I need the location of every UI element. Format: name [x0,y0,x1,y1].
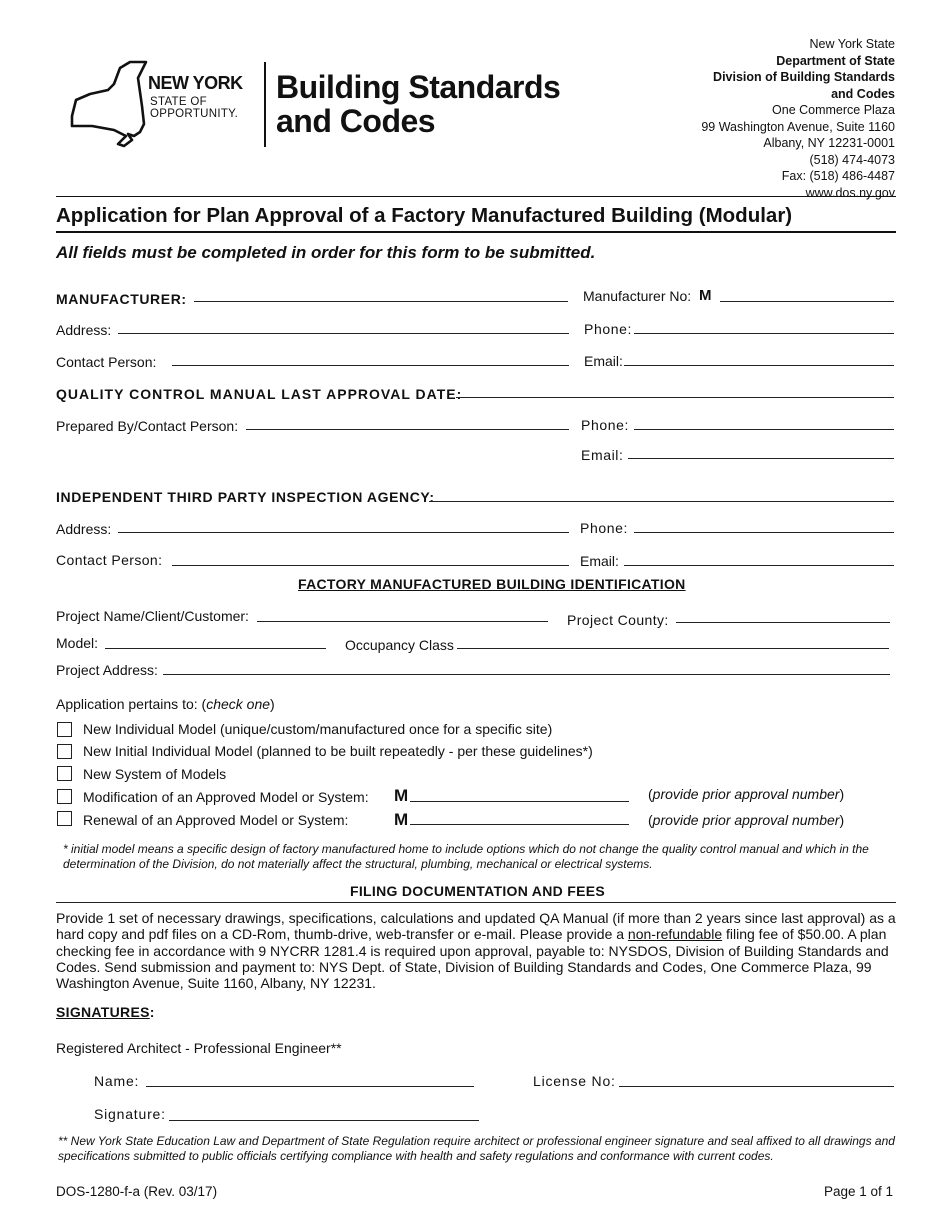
agency-contact-label: Contact Person: [56,552,163,568]
inspection-agency-field[interactable] [429,501,894,502]
qc-phone-field[interactable] [634,429,894,430]
license-field[interactable] [619,1086,894,1087]
manufacturer-contact-field[interactable] [172,365,569,366]
qc-approval-date-label: QUALITY CONTROL MANUAL LAST APPROVAL DATE: [56,386,463,402]
agency-phone: (518) 474-4073 [809,152,895,167]
agency-address1: One Commerce Plaza [772,103,895,117]
agency-email-field[interactable] [624,565,894,566]
modification-prior-open: ( [648,786,653,802]
agency-department: Department of State [776,53,895,68]
manufacturer-no-prefix: M [699,287,712,304]
identification-heading: FACTORY MANUFACTURED BUILDING IDENTIFICATION [298,576,686,592]
application-prompt [56,696,275,712]
agency-address-block [701,36,895,201]
qc-prepared-label: Prepared By/Contact Person: [56,418,239,434]
page-number: Page 1 of 1 [823,1184,893,1199]
agency-phone-field[interactable] [634,532,894,533]
logo-state-name: NEW YORK [148,73,243,93]
ny-state-outline-icon [68,60,148,150]
renewal-m-prefix: M [394,810,409,829]
project-county-field[interactable] [676,622,890,623]
option-new-individual-label: New Individual Model (unique/custom/manufactured once for a specific site) [83,721,553,737]
manufacturer-field[interactable] [194,301,568,302]
license-label: License No: [533,1073,616,1089]
agency-email-label: Email: [580,553,619,569]
filing-para-nonrefundable: non-refundable [627,926,723,943]
form-title: Application for Plan Approval of a Factory Manufactured Building (Modular) [56,204,793,227]
manufacturer-contact-label: Contact Person: [56,354,157,370]
logo-division-line1: Building Standards [276,69,561,105]
model-label: Model: [56,635,99,651]
filing-rule [56,902,896,903]
renewal-prior-open: ( [648,812,653,828]
project-name-label: Project Name/Client/Customer: [56,608,249,624]
signature-field[interactable] [169,1120,479,1121]
manufacturer-phone-field[interactable] [634,333,894,334]
agency-city: Albany, NY 12231-0001 [763,136,895,150]
logo-divider [264,62,266,147]
manufacturer-email-label: Email: [584,353,623,369]
modification-prior-close: ) [839,786,845,802]
agency-state: New York State [809,37,895,51]
application-prompt-prefix: Application pertains to: ( [56,696,207,712]
project-county-label: Project County: [567,612,669,628]
project-address-field[interactable] [163,674,890,675]
option-modification-label: Modification of an Approved Model or System: [83,789,369,805]
filing-heading: FILING DOCUMENTATION AND FEES [350,883,605,899]
signature-footnote: ** New York State Education Law and Department of State Regulation require architect or professional engineer signature and seal affixed to all drawings and specifications submitted to public officials certifying compliance with health and safety regulations and conformance with current codes. [58,1134,895,1163]
qc-email-field[interactable] [628,458,894,459]
option-renewal-checkbox[interactable] [57,811,72,826]
project-name-field[interactable] [257,621,548,622]
option-new-initial-label: New Initial Individual Model (planned to be built repeatedly - per these guidelines*) [83,743,593,759]
signatures-heading-text: SIGNATURES [56,1004,150,1020]
application-prompt-suffix: ) [270,696,275,712]
signatures-heading [56,1004,155,1020]
manufacturer-address-field[interactable] [118,333,569,334]
modification-approval-number-field[interactable] [410,801,629,802]
manufacturer-address-label: Address: [56,322,112,338]
form-number: DOS-1280-f-a (Rev. 03/17) [56,1184,218,1199]
agency-address2: 99 Washington Avenue, Suite 1160 [701,119,895,134]
occupancy-class-label: Occupancy Class [345,637,454,653]
option-new-individual-checkbox[interactable] [57,722,72,737]
agency-fax: Fax: (518) 486-4487 [781,169,895,183]
manufacturer-email-field[interactable] [624,365,894,366]
qc-prepared-field[interactable] [246,429,569,430]
filing-para-part1: Provide 1 set of necessary drawings, specifications, calculations and updated QA Manual (if more than 2 years since last approval) as a hard copy and pdf files on a CD-Rom, thumb-drive, web-transfer or e-mail. Please provide a [56,910,896,943]
title-bottom-rule [56,231,896,233]
filing-paragraph [56,910,896,991]
agency-division-line1: Division of Building Standards [713,70,895,84]
signature-role: Registered Architect - Professional Engineer** [56,1040,342,1056]
agency-web[interactable]: www.dos.ny.gov [805,185,895,200]
logo-division-line2: and Codes [276,103,436,139]
initial-model-footnote: * initial model means a specific design of factory manufactured home to include options which do not change the quality control manual and which in the determination of the Division, do not materially affect the structural, plumbing, mechanical or electrical systems. [63,842,869,871]
logo-tagline-1: STATE OF [150,96,207,108]
modification-m-prefix: M [394,786,409,805]
title-top-rule [56,196,896,197]
renewal-prior-close: ) [839,812,845,828]
agency-phone-label: Phone: [580,520,628,536]
renewal-approval-number-field[interactable] [410,824,629,825]
signatures-heading-colon: : [149,1004,155,1020]
manufacturer-phone-label: Phone: [584,321,632,337]
modification-prior-hint [648,786,844,802]
manufacturer-no-label: Manufacturer No: [583,288,692,304]
agency-contact-field[interactable] [172,565,569,566]
qc-phone-label: Phone: [581,417,629,433]
renewal-prior-hint [648,812,844,828]
agency-address-label: Address: [56,521,112,537]
logo-tagline-2: OPPORTUNITY. [150,108,239,120]
signature-label: Signature: [94,1106,166,1122]
application-prompt-italic: check one [206,696,271,712]
renewal-prior-italic: provide prior approval number [652,812,840,828]
option-modification-checkbox[interactable] [57,789,72,804]
occupancy-class-field[interactable] [457,648,889,649]
modification-prior-italic: provide prior approval number [652,786,840,802]
option-new-system-checkbox[interactable] [57,766,72,781]
logo-division-name [276,70,560,138]
inspection-agency-label: INDEPENDENT THIRD PARTY INSPECTION AGENCY: [56,489,435,505]
qc-email-label: Email: [581,447,624,463]
project-address-label: Project Address: [56,662,158,678]
agency-division-line2: and Codes [831,86,895,101]
form-subtitle: All fields must be completed in order for this form to be submitted. [56,243,596,262]
model-field[interactable] [105,648,326,649]
qc-approval-date-field[interactable] [456,397,894,398]
option-new-initial-checkbox[interactable] [57,744,72,759]
manufacturer-label: MANUFACTURER: [56,291,187,307]
agency-address-field[interactable] [118,532,569,533]
option-new-system-label: New System of Models [83,766,227,782]
manufacturer-no-field[interactable] [720,301,894,302]
filing-para-part2: filing fee of $50.00. A plan checking fee in accordance with 9 NYCRR 1281.4 is required upon approval, payable to: NYSDOS, Division of Building Standards and Codes. Send submission and payment to: NYS Dept. of State, Division of Building Standards and Codes, One Commerce Plaza, 99 Washington Avenue, Suite 1160, Albany, NY 12231. [56,926,889,992]
name-field[interactable] [146,1086,474,1087]
option-renewal-label: Renewal of an Approved Model or System: [83,812,349,828]
name-label: Name: [94,1073,140,1089]
